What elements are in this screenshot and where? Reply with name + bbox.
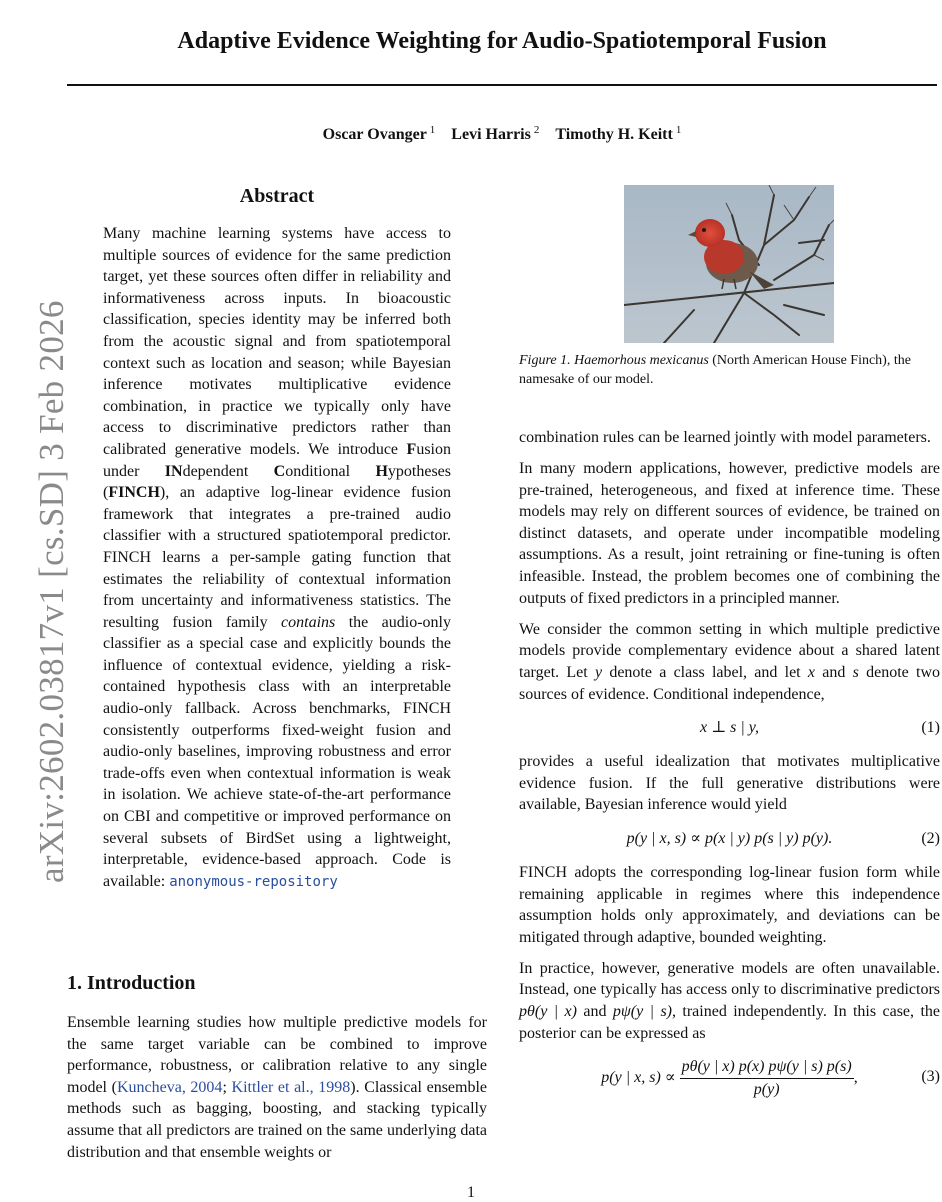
author-2: Levi Harris $^2$ (451, 124, 540, 144)
equation-number: (2) (921, 829, 940, 847)
page-number: 1 (467, 1184, 475, 1201)
title-rule (67, 84, 937, 86)
abstract-body: Many machine learning systems have access to multiple sources of evidence for the same prediction target, yet these sources often differ in reliability and informativeness across inputs. In bioacoustic classification, species identity may be inferred both from the acoustic signal and from spatiotemporal context such as location and season; while Bayesian inference motivates multiplicative evidence combination, in practice we typically only have access to discriminative predictors rather than calibrated generative models. We introduce Fusion under INdependent Conditional Hypotheses (FINCH), an adaptive log-linear evidence fusion framework that integrates a pre-trained audio classifier with a structured spatiotemporal predictor. FINCH learns a per-sample gating function that estimates the reliability of contextual information from uncertainty and informativeness statistics. The resulting fusion family contains the audio-only classifier as a special case and explicitly bounds the influence of contextual evidence, yielding a risk-contained hypothesis class with an interpretable audio-only fallback. Across benchmarks, FINCH consistently outperforms fixed-weight fusion and audio-only baselines, improving robustness and error trade-offs even when contextual information is weak in isolation. We achieve state-of-the-art performance on CBI and competitive or improved performance on several subsets of BirdSet using a lightweight, interpretable, evidence-based approach. Code is available: anonymous-repository (103, 225, 452, 890)
paper-title: Adaptive Evidence Weighting for Audio-Spatiotemporal Fusion (177, 28, 827, 54)
paragraph: combination rules can be learned jointly with model parameters. (519, 429, 931, 446)
equation-2: p(y | x, s) ∝ p(x | y) p(s | y) p(y). (2) (519, 828, 940, 852)
intro-paragraph: Ensemble learning studies how multiple predictive models for the same target variable can be combined to improve performance, robustness, or calibration relative to any single model (Kuncheva, 2004; Kittler et al., 1998). Classical ensemble methods such as bagging, boosting, and stacking typically assume that all predictors are trained on the same underlying data distribution and that ensemble weights or (67, 1014, 488, 1161)
author-1: Oscar Ovanger $^1$ (322, 124, 436, 144)
finch-photo-image (624, 185, 834, 343)
paragraph: We consider the common setting in which multiple predictive models provide complementary evidence about a shared latent target. Let y denote a class label, and let x and s denote two sources of evidence. Conditional independence, (519, 620, 940, 703)
paragraph: In practice, however, generative models are often unavailable. Instead, one typically has access only to discriminative predictors pθ(y | x) and pψ(y | s), trained independently. In this case, the posterior can be expressed as (519, 959, 940, 1042)
paragraph: provides a useful idealization that motivates multiplicative evidence fusion. If the full generative distributions were available, Bayesian inference would yield (519, 753, 940, 814)
citation-kittler[interactable]: Kittler et al., 1998 (231, 1078, 351, 1096)
paragraph: FINCH adopts the corresponding log-linear fusion form while remaining applicable in regimes where this independence assumption holds only approximately, and deviations can be mitigated through adaptive, bounded weighting. (519, 863, 940, 946)
section-heading-introduction: 1. Introduction (67, 972, 196, 994)
equation-fraction: $\frac{p\theta(y | x) p(x) p\psi(y | s) p(s)}{p(y)}$ (681, 1058, 852, 1098)
equation-number: (3) (921, 1068, 940, 1086)
code-repository-link[interactable]: anonymous-repository (169, 873, 338, 890)
right-column (519, 427, 940, 1098)
equation-3: p(y | x, s) ∝ $\frac{p\theta(y | x) p(x) p\psi(y | s) p(s)}{p(y)}$ , (3) (519, 1054, 940, 1098)
author-list (67, 124, 937, 144)
finch-photo (624, 185, 834, 343)
abstract-heading: Abstract (239, 185, 315, 207)
equation-number: (1) (921, 719, 940, 737)
arxiv-watermark: arXiv:2602.03817v1 [cs.SD] 3 Feb 2026 (32, 300, 71, 883)
author-3: Timothy H. Keitt $^1$ (555, 124, 682, 144)
figure-caption: Figure 1. Haemorhous mexicanus (North American House Finch), the namesake of our model. (519, 353, 911, 387)
citation-kuncheva[interactable]: Kuncheva, 2004 (116, 1078, 223, 1096)
equation-1: x ⊥ s | y, (1) (519, 717, 940, 741)
paragraph: In many modern applications, however, predictive models are pre-trained, heterogeneous, and fixed at inference time. These models may rely on different sources of evidence, be trained on distinct datasets, and operate under incompatible modeling assumptions. As a result, joint retraining or fine-tuning is often infeasible. Instead, the problem becomes one of combining the outputs of fixed predictors in a principled manner. (519, 460, 940, 607)
